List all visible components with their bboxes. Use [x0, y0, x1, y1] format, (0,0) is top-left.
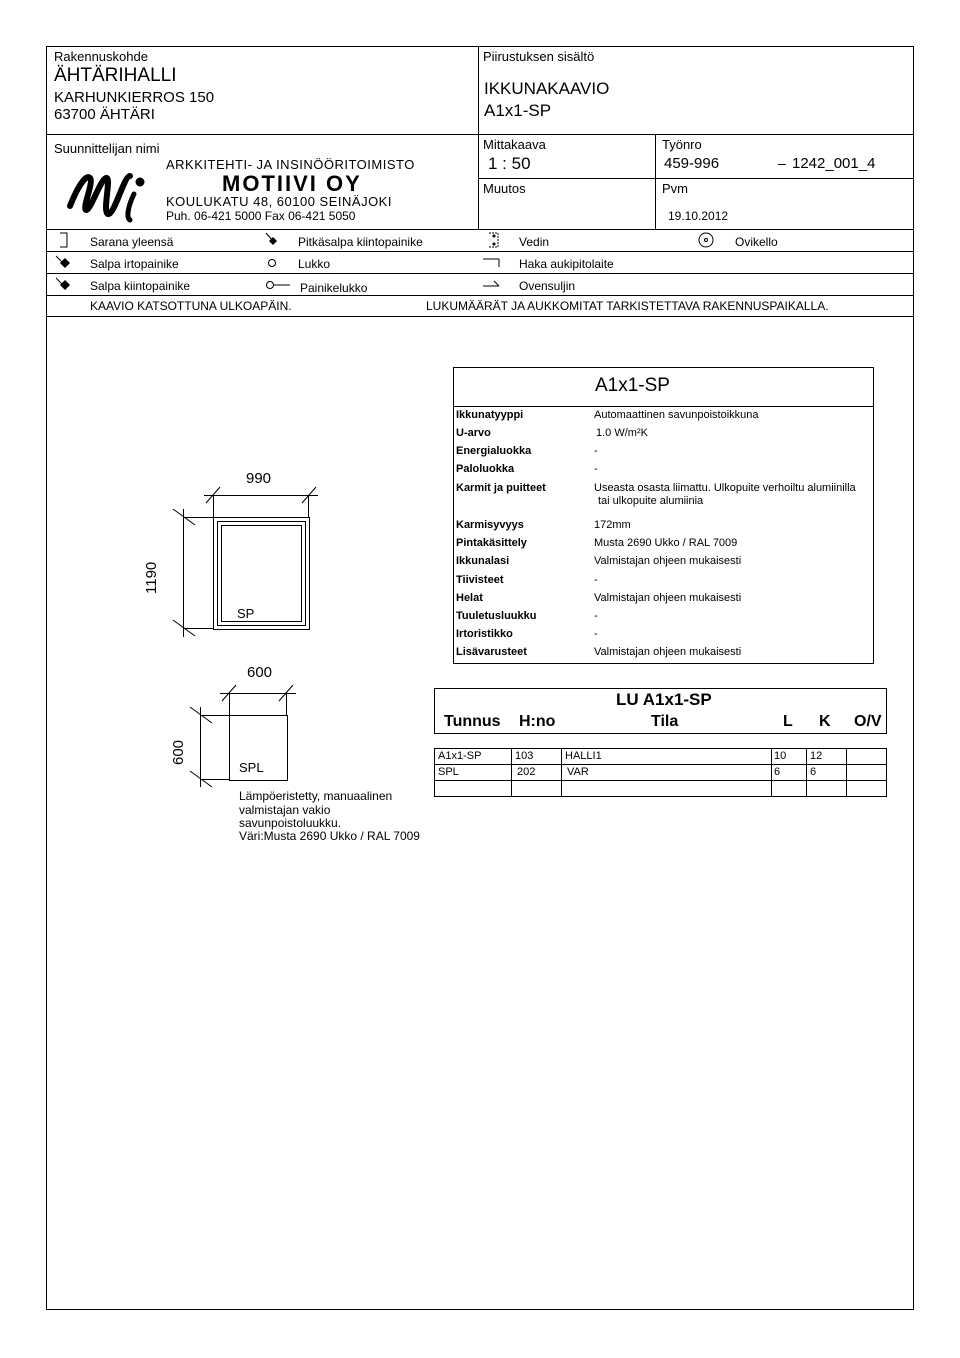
spec-key: Ikkunalasi	[456, 555, 510, 567]
window-sp-glass	[221, 525, 302, 622]
dim-height-600-ticks	[187, 704, 215, 790]
dim-width-600-ticks	[220, 682, 296, 704]
scale-value: 1 : 50	[488, 154, 531, 173]
motiivi-logo	[64, 160, 164, 228]
spec-value: -	[594, 628, 598, 640]
designer-label: Suunnittelijan nimi	[54, 141, 160, 156]
scale-label: Mittakaava	[483, 137, 546, 152]
work-code: 1242_001_4	[792, 155, 876, 172]
cell-tila: HALLI1	[565, 750, 602, 762]
cell-tunnus: A1x1-SP	[438, 750, 482, 762]
spec-value: Useasta osasta liimattu. Ulkopuite verhoiltu alumiinilla	[594, 482, 856, 494]
company-line: ARKKITEHTI- JA INSINÖÖRITOIMISTO	[166, 157, 415, 172]
change-label: Muutos	[483, 181, 526, 196]
window-spl-label: SPL	[239, 760, 264, 775]
spec-key: Helat	[456, 592, 483, 604]
spec-value: 1.0 W/m²K	[596, 427, 648, 439]
legend-push-lock: Painikelukko	[300, 281, 368, 295]
spec-value: Valmistajan ohjeen mukaisesti	[594, 646, 742, 658]
cell-l: 6	[774, 766, 781, 778]
cell-k: 6	[810, 766, 817, 778]
company-address: KOULUKATU 48, 60100 SEINÄJOKI	[166, 194, 392, 209]
schedule-header-ov: O/V	[854, 713, 882, 730]
content-label: Piirustuksen sisältö	[483, 49, 595, 64]
legend-long-bolt: Pitkäsalpa kiintopainike	[298, 235, 423, 249]
legend-handle: Vedin	[519, 235, 550, 249]
company-phone: Puh. 06-421 5000 Fax 06-421 5050	[166, 209, 356, 223]
legend-hook: Haka aukipitolaite	[519, 257, 614, 271]
cell-hno: 202	[517, 766, 536, 778]
spec-value: -	[594, 574, 598, 586]
spec-value-cont: tai ulkopuite alumiinia	[598, 495, 704, 507]
spec-value: Musta 2690 Ukko / RAL 7009	[594, 537, 738, 549]
content-title: IKKUNAKAAVIO	[484, 79, 610, 98]
dim-width-600: 600	[247, 664, 273, 681]
bolt-fixed-icon	[54, 276, 72, 292]
spec-key: Ikkunatyyppi	[456, 409, 524, 421]
note-line-1: Lämpöeristetty, manuaalinen	[239, 789, 393, 803]
content-subtitle: A1x1-SP	[484, 101, 552, 120]
spec-key: Karmisyvyys	[456, 519, 524, 531]
cell-hno: 103	[515, 750, 534, 762]
spec-value: 172mm	[594, 519, 631, 531]
cell-tila: VAR	[567, 766, 589, 778]
schedule-title: LU A1x1-SP	[616, 690, 712, 709]
spec-key: Tuuletusluukku	[456, 610, 537, 622]
spec-key: Karmit ja puitteet	[456, 482, 546, 494]
legend-hinge: Sarana yleensä	[90, 235, 174, 249]
dim-width-990: 990	[246, 470, 272, 487]
spec-key: U-arvo	[456, 427, 491, 439]
spec-value: -	[594, 463, 598, 475]
dim-height-1190: 1190	[143, 561, 160, 594]
dim-width-990-ticks	[204, 484, 318, 506]
spec-value: Automaattinen savunpoistoikkuna	[594, 409, 759, 421]
schedule-header-k: K	[819, 713, 831, 730]
spec-value: Valmistajan ohjeen mukaisesti	[594, 592, 742, 604]
push-lock-icon	[264, 279, 292, 291]
date-label: Pvm	[662, 181, 688, 196]
work-value: 459-996	[664, 155, 720, 172]
hook-icon	[482, 255, 502, 269]
legend-bolt-fixed: Salpa kiintopainike	[90, 279, 191, 293]
spec-key: Irtoristikko	[456, 628, 513, 640]
door-closer-arm-icon	[482, 277, 502, 291]
cell-tunnus: SPL	[438, 766, 459, 778]
note-line-2: valmistajan vakio	[239, 803, 331, 817]
door-closer-icon	[698, 232, 714, 248]
company-name: MOTIIVI OY	[222, 171, 362, 196]
spec-value: -	[594, 445, 598, 457]
spec-key: Energialuokka	[456, 445, 532, 457]
spec-key: Pintakäsittely	[456, 537, 527, 549]
legend-lock: Lukko	[298, 257, 331, 271]
cell-l: 10	[774, 750, 787, 762]
spec-value: -	[594, 610, 598, 622]
note-line-3: savunpoistoluukku.	[239, 816, 342, 830]
hinge-icon	[58, 232, 70, 248]
project-label: Rakennuskohde	[54, 49, 148, 64]
spec-title: A1x1-SP	[595, 375, 670, 396]
handle-icon	[486, 231, 502, 249]
schedule-header-hno: H:no	[519, 713, 556, 730]
legend-door-closer-2: Ovensuljin	[519, 279, 576, 293]
dim-height-1190-ticks	[170, 506, 198, 640]
work-label: Työnro	[662, 137, 702, 152]
cell-k: 12	[810, 750, 823, 762]
dim-height-600: 600	[170, 739, 187, 765]
spec-key: Lisävarusteet	[456, 646, 527, 658]
long-bolt-icon	[264, 231, 280, 247]
date-value: 19.10.2012	[668, 209, 729, 223]
schedule-header-tila: Tila	[651, 713, 679, 730]
lock-icon	[266, 257, 278, 269]
note-left: KAAVIO KATSOTTUNA ULKOAPÄIN.	[90, 299, 292, 313]
spec-key: Paloluokka	[456, 463, 515, 475]
bolt-loose-icon	[54, 254, 72, 270]
project-address-1: KARHUNKIERROS 150	[54, 89, 215, 106]
spec-key: Tiivisteet	[456, 574, 504, 586]
legend-bolt-loose: Salpa irtopainike	[90, 257, 179, 271]
project-name: ÄHTÄRIHALLI	[54, 65, 177, 86]
spec-value: Valmistajan ohjeen mukaisesti	[594, 555, 742, 567]
note-right: LUKUMÄÄRÄT JA AUKKOMITAT TARKISTETTAVA RAKENNUSPAIKALLA.	[426, 299, 829, 313]
legend-door-closer: Ovikello	[735, 235, 778, 249]
schedule-header-tunnus: Tunnus	[444, 713, 501, 730]
schedule-header-l: L	[783, 713, 793, 730]
project-address-2: 63700 ÄHTÄRI	[54, 106, 155, 123]
note-line-4: Väri:Musta 2690 Ukko / RAL 7009	[239, 829, 420, 843]
window-sp-label: SP	[237, 606, 255, 621]
